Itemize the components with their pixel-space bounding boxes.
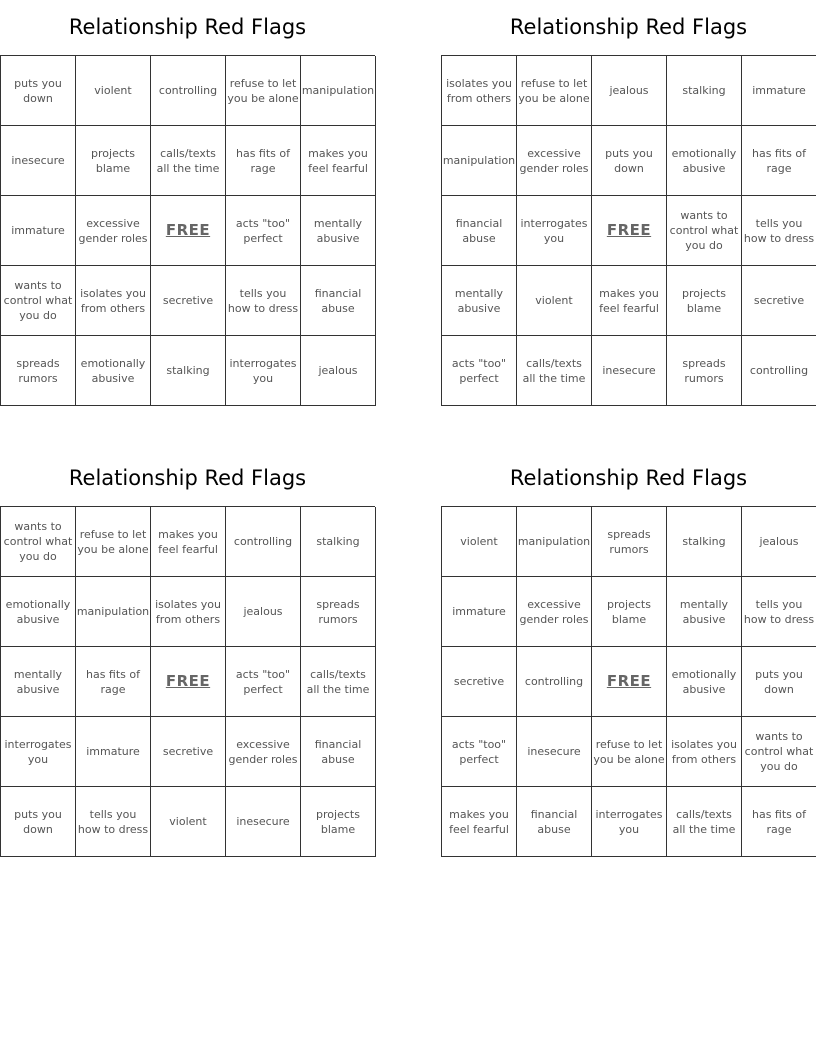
bingo-cell[interactable]: spreads rumors bbox=[667, 336, 742, 406]
bingo-cell[interactable]: projects blame bbox=[592, 577, 667, 647]
bingo-cell[interactable]: wants to control what you do bbox=[1, 266, 76, 336]
bingo-cell[interactable]: interrogates you bbox=[1, 717, 76, 787]
card-title: Relationship Red Flags bbox=[68, 466, 307, 490]
bingo-cell[interactable]: inesecure bbox=[592, 336, 667, 406]
bingo-cell[interactable]: refuse to let you be alone bbox=[226, 56, 301, 126]
card-title: Relationship Red Flags bbox=[509, 466, 748, 490]
bingo-cell[interactable]: wants to control what you do bbox=[667, 196, 742, 266]
bingo-cell[interactable]: has fits of rage bbox=[226, 126, 301, 196]
bingo-grid bbox=[441, 506, 816, 857]
bingo-card-2 bbox=[441, 0, 816, 406]
bingo-cell[interactable]: secretive bbox=[442, 647, 517, 717]
bingo-cell[interactable]: projects blame bbox=[667, 266, 742, 336]
bingo-cell[interactable]: projects blame bbox=[76, 126, 151, 196]
bingo-cell[interactable]: emotionally abusive bbox=[667, 126, 742, 196]
bingo-grid bbox=[0, 55, 375, 406]
bingo-cell[interactable]: immature bbox=[76, 717, 151, 787]
bingo-cell[interactable]: makes you feel fearful bbox=[442, 787, 517, 857]
bingo-cell[interactable]: manipulation bbox=[301, 56, 376, 126]
bingo-card-4 bbox=[441, 451, 816, 857]
bingo-cell[interactable]: violent bbox=[76, 56, 151, 126]
bingo-cell[interactable]: wants to control what you do bbox=[1, 507, 76, 577]
bingo-cell[interactable]: secretive bbox=[151, 717, 226, 787]
bingo-cell[interactable]: controlling bbox=[742, 336, 816, 406]
bingo-cell[interactable]: jealous bbox=[226, 577, 301, 647]
bingo-cell[interactable]: stalking bbox=[667, 507, 742, 577]
bingo-cell[interactable]: jealous bbox=[592, 56, 667, 126]
bingo-cell[interactable]: has fits of rage bbox=[742, 787, 816, 857]
bingo-cell[interactable]: puts you down bbox=[1, 56, 76, 126]
free-space-cell[interactable]: FREE bbox=[151, 196, 226, 266]
free-space-cell[interactable]: FREE bbox=[592, 647, 667, 717]
bingo-cell[interactable]: inesecure bbox=[226, 787, 301, 857]
bingo-grid bbox=[441, 55, 816, 406]
bingo-cell[interactable]: puts you down bbox=[742, 647, 816, 717]
bingo-cell[interactable]: puts you down bbox=[592, 126, 667, 196]
bingo-cell[interactable]: emotionally abusive bbox=[76, 336, 151, 406]
bingo-cell[interactable]: violent bbox=[151, 787, 226, 857]
bingo-cell[interactable]: inesecure bbox=[1, 126, 76, 196]
bingo-cell[interactable]: refuse to let you be alone bbox=[76, 507, 151, 577]
bingo-cell[interactable]: stalking bbox=[151, 336, 226, 406]
bingo-cell[interactable]: excessive gender roles bbox=[517, 126, 592, 196]
bingo-cell[interactable]: has fits of rage bbox=[742, 126, 816, 196]
bingo-cell[interactable]: financial abuse bbox=[517, 787, 592, 857]
bingo-cell[interactable]: immature bbox=[1, 196, 76, 266]
bingo-cell[interactable]: isolates you from others bbox=[667, 717, 742, 787]
bingo-cell[interactable]: calls/texts all the time bbox=[517, 336, 592, 406]
bingo-cell[interactable]: acts "too" perfect bbox=[226, 196, 301, 266]
bingo-cell[interactable]: excessive gender roles bbox=[76, 196, 151, 266]
bingo-cell[interactable]: jealous bbox=[301, 336, 376, 406]
bingo-cell[interactable]: interrogates you bbox=[592, 787, 667, 857]
bingo-cell[interactable]: makes you feel fearful bbox=[301, 126, 376, 196]
bingo-cell[interactable]: tells you how to dress bbox=[742, 196, 816, 266]
bingo-cell[interactable]: financial abuse bbox=[301, 266, 376, 336]
bingo-cell[interactable]: financial abuse bbox=[442, 196, 517, 266]
bingo-cell[interactable]: controlling bbox=[517, 647, 592, 717]
bingo-cell[interactable]: emotionally abusive bbox=[1, 577, 76, 647]
bingo-cell[interactable]: mentally abusive bbox=[1, 647, 76, 717]
bingo-cell[interactable]: mentally abusive bbox=[301, 196, 376, 266]
card-title: Relationship Red Flags bbox=[509, 15, 748, 39]
bingo-cell[interactable]: puts you down bbox=[1, 787, 76, 857]
bingo-cell[interactable]: refuse to let you be alone bbox=[517, 56, 592, 126]
bingo-cell[interactable]: mentally abusive bbox=[667, 577, 742, 647]
bingo-card-1 bbox=[0, 0, 375, 406]
bingo-cell[interactable]: mentally abusive bbox=[442, 266, 517, 336]
bingo-cell[interactable]: interrogates you bbox=[517, 196, 592, 266]
bingo-cell[interactable]: secretive bbox=[151, 266, 226, 336]
bingo-cell[interactable]: calls/texts all the time bbox=[151, 126, 226, 196]
bingo-cell[interactable]: violent bbox=[442, 507, 517, 577]
bingo-cell[interactable]: isolates you from others bbox=[76, 266, 151, 336]
bingo-cell[interactable]: refuse to let you be alone bbox=[592, 717, 667, 787]
free-space-cell[interactable]: FREE bbox=[592, 196, 667, 266]
bingo-cell[interactable]: excessive gender roles bbox=[517, 577, 592, 647]
bingo-cell[interactable]: manipulation bbox=[442, 126, 517, 196]
bingo-grid bbox=[0, 506, 375, 857]
bingo-cell[interactable]: interrogates you bbox=[226, 336, 301, 406]
bingo-cell[interactable]: tells you how to dress bbox=[76, 787, 151, 857]
bingo-cell[interactable]: spreads rumors bbox=[1, 336, 76, 406]
bingo-cell[interactable]: violent bbox=[517, 266, 592, 336]
bingo-cell[interactable]: emotionally abusive bbox=[667, 647, 742, 717]
bingo-cell[interactable]: wants to control what you do bbox=[742, 717, 816, 787]
bingo-cell[interactable]: has fits of rage bbox=[76, 647, 151, 717]
bingo-cell[interactable]: projects blame bbox=[301, 787, 376, 857]
bingo-cell[interactable]: isolates you from others bbox=[151, 577, 226, 647]
bingo-cell[interactable]: makes you feel fearful bbox=[151, 507, 226, 577]
bingo-cell[interactable]: immature bbox=[442, 577, 517, 647]
bingo-cell[interactable]: immature bbox=[742, 56, 816, 126]
bingo-cell[interactable]: acts "too" perfect bbox=[226, 647, 301, 717]
bingo-cell[interactable]: tells you how to dress bbox=[742, 577, 816, 647]
bingo-card-3 bbox=[0, 451, 375, 857]
bingo-cell[interactable]: inesecure bbox=[517, 717, 592, 787]
bingo-cell[interactable]: acts "too" perfect bbox=[442, 717, 517, 787]
bingo-cell[interactable]: spreads rumors bbox=[301, 577, 376, 647]
bingo-cell[interactable]: calls/texts all the time bbox=[667, 787, 742, 857]
bingo-cell[interactable]: isolates you from others bbox=[442, 56, 517, 126]
bingo-cell[interactable]: makes you feel fearful bbox=[592, 266, 667, 336]
bingo-cell[interactable]: calls/texts all the time bbox=[301, 647, 376, 717]
bingo-cell[interactable]: controlling bbox=[226, 507, 301, 577]
free-space-cell[interactable]: FREE bbox=[151, 647, 226, 717]
bingo-cell[interactable]: financial abuse bbox=[301, 717, 376, 787]
bingo-cell[interactable]: excessive gender roles bbox=[226, 717, 301, 787]
bingo-cell[interactable]: controlling bbox=[151, 56, 226, 126]
bingo-cell[interactable]: stalking bbox=[667, 56, 742, 126]
bingo-cell[interactable]: manipulation bbox=[76, 577, 151, 647]
bingo-cell[interactable]: secretive bbox=[742, 266, 816, 336]
bingo-cell[interactable]: tells you how to dress bbox=[226, 266, 301, 336]
bingo-cell[interactable]: jealous bbox=[742, 507, 816, 577]
bingo-cell[interactable]: spreads rumors bbox=[592, 507, 667, 577]
bingo-cell[interactable]: stalking bbox=[301, 507, 376, 577]
bingo-cell[interactable]: acts "too" perfect bbox=[442, 336, 517, 406]
bingo-cell[interactable]: manipulation bbox=[517, 507, 592, 577]
card-title: Relationship Red Flags bbox=[68, 15, 307, 39]
